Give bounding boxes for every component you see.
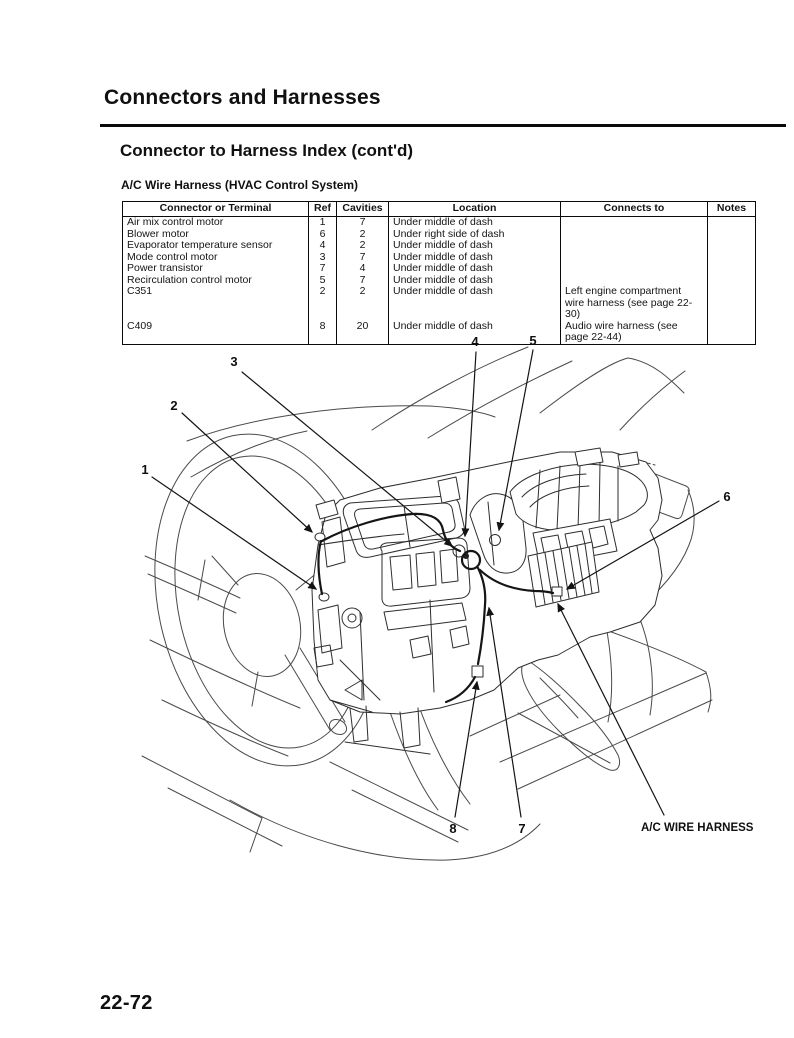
cell-cavities: 20 — [337, 321, 389, 345]
cell-connector: Recirculation control motor — [123, 275, 309, 287]
hvac-unit — [312, 448, 662, 754]
callout-5-label: 5 — [529, 333, 537, 348]
cell-ref: 8 — [309, 321, 337, 345]
cell-connector: Power transistor — [123, 263, 309, 275]
cell-notes — [708, 286, 756, 321]
callout-7-label: 7 — [518, 821, 526, 836]
column-header: Cavities — [337, 202, 389, 217]
connector-index-table — [122, 201, 756, 345]
cell-cavities: 7 — [337, 217, 389, 229]
column-header: Connector or Terminal — [123, 202, 309, 217]
cell-location: Under middle of dash — [389, 252, 561, 264]
cell-cavities: 2 — [337, 229, 389, 241]
table-row — [123, 240, 756, 252]
page-title: Connectors and Harnesses — [104, 86, 381, 109]
callout-2-label: 2 — [170, 398, 178, 413]
column-header: Notes — [708, 202, 756, 217]
table-row — [123, 286, 756, 321]
cell-cavities: 2 — [337, 286, 389, 321]
cell-notes — [708, 263, 756, 275]
cell-connector: Blower motor — [123, 229, 309, 241]
callout-leaders — [152, 350, 719, 817]
cell-notes — [708, 229, 756, 241]
cell-connector: C409 — [123, 321, 309, 345]
cell-cavities: 4 — [337, 263, 389, 275]
cell-connects-to — [561, 252, 708, 264]
cell-ref: 5 — [309, 275, 337, 287]
cell-connects-to: Audio wire harness (see page 22-44) — [561, 321, 708, 345]
cell-cavities: 7 — [337, 275, 389, 287]
cell-connects-to — [561, 263, 708, 275]
cell-connector: Evaporator temperature sensor — [123, 240, 309, 252]
cell-location: Under middle of dash — [389, 217, 561, 229]
table-row — [123, 217, 756, 229]
cell-ref: 6 — [309, 229, 337, 241]
cell-notes — [708, 321, 756, 345]
callout-6-label: 6 — [723, 489, 731, 504]
cell-ref: 4 — [309, 240, 337, 252]
page-number: 22-72 — [100, 992, 153, 1014]
cell-location: Under middle of dash — [389, 240, 561, 252]
steering-wheel — [125, 413, 410, 787]
cell-ref: 1 — [309, 217, 337, 229]
cell-connects-to — [561, 229, 708, 241]
wire-harness — [318, 514, 553, 702]
cell-connector: C351 — [123, 286, 309, 321]
column-header: Ref — [309, 202, 337, 217]
cell-location: Under middle of dash — [389, 275, 561, 287]
cell-ref: 7 — [309, 263, 337, 275]
cell-notes — [708, 240, 756, 252]
cell-notes — [708, 217, 756, 229]
cell-connects-to — [561, 240, 708, 252]
cell-cavities: 2 — [337, 240, 389, 252]
ac-wire-harness-label: A/C WIRE HARNESS — [641, 822, 754, 834]
cell-location: Under middle of dash — [389, 286, 561, 321]
column-header: Connects to — [561, 202, 708, 217]
column-header: Location — [389, 202, 561, 217]
cell-location: Under right side of dash — [389, 229, 561, 241]
table-header-row — [123, 202, 756, 217]
title-divider — [100, 124, 786, 127]
callout-1-label: 1 — [141, 462, 149, 477]
cell-connects-to: Left engine compartment wire harness (see page 22-30) — [561, 286, 708, 321]
cell-location: Under middle of dash — [389, 263, 561, 275]
cell-connects-to — [561, 217, 708, 229]
section-title: Connector to Harness Index (cont'd) — [120, 141, 414, 160]
table-row — [123, 263, 756, 275]
callout-8-label: 8 — [449, 821, 457, 836]
cell-cavities: 7 — [337, 252, 389, 264]
callout-4-label: 4 — [471, 334, 479, 349]
cell-connector: Mode control motor — [123, 252, 309, 264]
table-caption: A/C Wire Harness (HVAC Control System) — [121, 178, 359, 192]
cell-ref: 2 — [309, 286, 337, 321]
cell-notes — [708, 252, 756, 264]
cell-connector: Air mix control motor — [123, 217, 309, 229]
callout-3-label: 3 — [230, 354, 238, 369]
callout-numbers — [141, 333, 730, 836]
cell-notes — [708, 275, 756, 287]
dashboard-outline — [142, 347, 712, 860]
cell-ref: 3 — [309, 252, 337, 264]
cell-location: Under middle of dash — [389, 321, 561, 345]
table-row — [123, 321, 756, 345]
